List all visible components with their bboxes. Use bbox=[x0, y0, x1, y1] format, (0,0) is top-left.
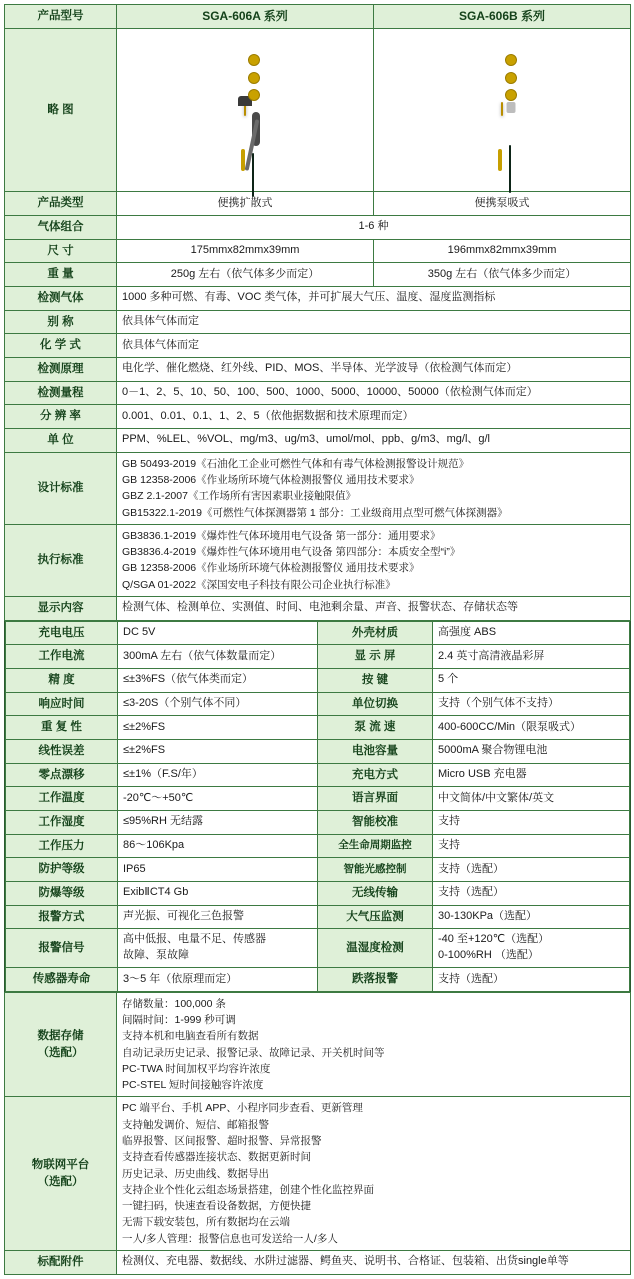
row-label-pump-flow: 泵 流 速 bbox=[318, 716, 433, 740]
shell-material-value: 高强度 ABS bbox=[433, 621, 630, 645]
smart-calibration-value: 支持 bbox=[433, 810, 630, 834]
product-type-a: 便携扩散式 bbox=[117, 192, 374, 216]
row-label-sensor-life: 传感器寿命 bbox=[6, 968, 118, 992]
iot-line: 支持企业个性化云组态场景搭建，创建个性化监控界面 bbox=[122, 1183, 374, 1196]
lifecycle-monitoring-value: 支持 bbox=[433, 834, 630, 858]
buttons-value: 5 个 bbox=[433, 668, 630, 692]
table-row bbox=[6, 929, 630, 968]
exec-standard-line: Q/SGA 01-2022《深国安电子科技有限公司企业执行标准》 bbox=[122, 578, 396, 591]
table-row bbox=[5, 1097, 631, 1250]
iot-line: 历史记录、历史曲线、数据导出 bbox=[122, 1167, 269, 1180]
row-label-accuracy: 精 度 bbox=[6, 668, 118, 692]
row-label-working-pressure: 工作压力 bbox=[6, 834, 118, 858]
table-row bbox=[6, 968, 630, 992]
row-label-data-storage bbox=[5, 992, 117, 1097]
iot-line: 一人/多人管理：报警信息也可发送给一人/多人 bbox=[122, 1232, 338, 1245]
data-storage-line: 间隔时间：1-999 秒可调 bbox=[122, 1014, 236, 1027]
table-row bbox=[6, 645, 630, 669]
design-standard-line: GB 50493-2019《石油化工企业可燃性气体和有毒气体检测报警设计规范》 bbox=[122, 457, 470, 470]
row-label-explosion-grade: 防爆等级 bbox=[6, 881, 118, 905]
iot-line: 一键扫码，快速查看设备数据，方便快捷 bbox=[122, 1200, 311, 1213]
accuracy-value: ≤±3%FS（依气体类而定） bbox=[118, 668, 318, 692]
pressure-monitor-value: 30-130KPa（选配） bbox=[433, 905, 630, 929]
row-label-charge-voltage: 充电电压 bbox=[6, 621, 118, 645]
row-label-unit-switch: 单位切换 bbox=[318, 692, 433, 716]
unit-switch-value: 支持（个别气体不支持） bbox=[433, 692, 630, 716]
table-row bbox=[5, 310, 631, 334]
table-row bbox=[5, 216, 631, 240]
gas-combination-value: 1-6 种 bbox=[117, 216, 631, 240]
row-label-language: 语言界面 bbox=[318, 787, 433, 811]
row-label-resolution: 分 辨 率 bbox=[5, 405, 117, 429]
explosion-grade-value: ExibⅡCT4 Gb bbox=[118, 881, 318, 905]
alarm-method-value: 声光振、可视化三色报警 bbox=[118, 905, 318, 929]
exec-standard-line: GB3836.4-2019《爆炸性气体环境用电气设备 第四部分：本质安全型“i”》 bbox=[122, 546, 461, 559]
alarm-signal-line: 故障、泵故障 bbox=[123, 949, 189, 962]
table-row bbox=[5, 596, 631, 620]
row-label-wireless: 无线传输 bbox=[318, 881, 433, 905]
working-humidity-value: ≤95%RH 无结露 bbox=[118, 810, 318, 834]
data-storage-line: 存储数量：100,000 条 bbox=[122, 997, 226, 1010]
weight-a: 250g 左右（依气体多少而定） bbox=[117, 263, 374, 287]
data-storage-line: PC-STEL 短时间接触容许浓度 bbox=[122, 1079, 264, 1092]
row-label-protection-grade: 防护等级 bbox=[6, 858, 118, 882]
light-sensing-value: 支持（选配） bbox=[433, 858, 630, 882]
diagram-cell-a bbox=[117, 29, 374, 192]
data-storage-label-line1: 数据存储 bbox=[37, 1029, 84, 1042]
row-label-lifecycle-monitoring: 全生命周期监控 bbox=[318, 834, 433, 858]
portable-pump-suction-detector-icon bbox=[501, 102, 503, 118]
product-spec-table bbox=[4, 4, 631, 1275]
table-row bbox=[6, 834, 630, 858]
iot-label-line2: （选配） bbox=[37, 1175, 84, 1188]
table-row bbox=[5, 334, 631, 358]
row-label-display-screen: 显 示 屏 bbox=[318, 645, 433, 669]
charge-method-value: Micro USB 充电器 bbox=[433, 763, 630, 787]
row-label-formula: 化 学 式 bbox=[5, 334, 117, 358]
table-row bbox=[5, 5, 631, 29]
temp-humidity-value bbox=[433, 929, 630, 968]
battery-capacity-value: 5000mA 聚合物锂电池 bbox=[433, 739, 630, 763]
row-label-design-standard: 设计标准 bbox=[5, 452, 117, 524]
table-row bbox=[6, 787, 630, 811]
detect-gas-value: 1000 多种可燃、有毒、VOC 类气体，并可扩展大气压、温度、湿度监测指标 bbox=[117, 287, 631, 311]
row-label-display-content: 显示内容 bbox=[5, 596, 117, 620]
row-label-charge-method: 充电方式 bbox=[318, 763, 433, 787]
row-label-response-time: 响应时间 bbox=[6, 692, 118, 716]
row-label-shell-material: 外壳材质 bbox=[318, 621, 433, 645]
row-label-principle: 检测原理 bbox=[5, 358, 117, 382]
weight-b: 350g 左右（依气体多少而定） bbox=[374, 263, 631, 287]
display-screen-value: 2.4 英寸高清液晶彩屏 bbox=[433, 645, 630, 669]
unit-value: PPM、%LEL、%VOL、mg/m3、ug/m3、umol/mol、ppb、g/m3、mg/l、g/l bbox=[117, 429, 631, 453]
working-temperature-value: -20℃～+50℃ bbox=[118, 787, 318, 811]
diagram-label: 略 图 bbox=[5, 29, 117, 192]
design-standard-line: GB15322.1-2019《可燃性气体探测器第 1 部分：工业级商用点型可燃气体探测器》 bbox=[122, 506, 508, 519]
table-row bbox=[6, 621, 630, 645]
table-row bbox=[5, 287, 631, 311]
iot-platform-value bbox=[117, 1097, 631, 1250]
table-row bbox=[6, 692, 630, 716]
portable-diffusion-detector-icon bbox=[244, 102, 246, 118]
table-row bbox=[6, 810, 630, 834]
row-label-iot-platform bbox=[5, 1097, 117, 1250]
table-row bbox=[5, 29, 631, 192]
table-row bbox=[6, 905, 630, 929]
table-row bbox=[5, 992, 631, 1097]
formula-value: 依具体气体而定 bbox=[117, 334, 631, 358]
data-storage-value bbox=[117, 992, 631, 1097]
protection-grade-value: IP65 bbox=[118, 858, 318, 882]
table-row bbox=[5, 358, 631, 382]
row-label-range: 检测量程 bbox=[5, 381, 117, 405]
table-row bbox=[6, 668, 630, 692]
row-label-linearity-error: 线性误差 bbox=[6, 739, 118, 763]
row-label-smart-calibration: 智能校准 bbox=[318, 810, 433, 834]
row-label-buttons: 按 键 bbox=[318, 668, 433, 692]
working-current-value: 300mA 左右（依气体数量而定） bbox=[118, 645, 318, 669]
charge-voltage-value: DC 5V bbox=[118, 621, 318, 645]
table-row bbox=[6, 858, 630, 882]
size-a: 175mmx82mmx39mm bbox=[117, 239, 374, 263]
size-b: 196mmx82mmx39mm bbox=[374, 239, 631, 263]
row-label-working-temperature: 工作温度 bbox=[6, 787, 118, 811]
exec-standard-value bbox=[117, 524, 631, 596]
exec-standard-line: GB3836.1-2019《爆炸性气体环境用电气设备 第一部分：通用要求》 bbox=[122, 529, 441, 542]
temp-humidity-line: 0-100%RH （选配） bbox=[438, 949, 539, 962]
table-row bbox=[5, 1250, 631, 1274]
display-content-value: 检测气体、检测单位、实测值、时间、电池剩余量、声音、报警状态、存储状态等 bbox=[117, 596, 631, 620]
iot-label-line1: 物联网平台 bbox=[31, 1158, 90, 1171]
row-label-unit: 单 位 bbox=[5, 429, 117, 453]
table-row bbox=[6, 763, 630, 787]
iot-line: PC 端平台、手机 APP、小程序同步查看、更新管理 bbox=[122, 1102, 363, 1115]
alarm-signal-value bbox=[118, 929, 318, 968]
row-label-pressure-monitor: 大气压监测 bbox=[318, 905, 433, 929]
row-label-gas-combination: 气体组合 bbox=[5, 216, 117, 240]
zero-drift-value: ≤±1%（F.S/年） bbox=[118, 763, 318, 787]
table-row bbox=[6, 739, 630, 763]
table-row bbox=[5, 524, 631, 596]
iot-line: 支持查看传感器连接状态、数据更新时间 bbox=[122, 1151, 311, 1164]
row-label-exec-standard: 执行标准 bbox=[5, 524, 117, 596]
data-storage-line: 支持本机和电脑查看所有数据 bbox=[122, 1030, 259, 1043]
data-storage-line: 自动记录历史记录、报警记录、故障记录、开关机时间等 bbox=[122, 1046, 385, 1059]
row-label-weight: 重 量 bbox=[5, 263, 117, 287]
row-label-alias: 别 称 bbox=[5, 310, 117, 334]
linearity-error-value: ≤±2%FS bbox=[118, 739, 318, 763]
row-label-alarm-method: 报警方式 bbox=[6, 905, 118, 929]
language-value: 中文简体/中文繁体/英文 bbox=[433, 787, 630, 811]
table-row bbox=[5, 192, 631, 216]
row-label-working-current: 工作电流 bbox=[6, 645, 118, 669]
row-label-working-humidity: 工作湿度 bbox=[6, 810, 118, 834]
table-row bbox=[5, 429, 631, 453]
data-storage-line: PC-TWA 时间加权平均容许浓度 bbox=[122, 1062, 271, 1075]
row-label-drop-alarm: 跌落报警 bbox=[318, 968, 433, 992]
row-label-detect-gas: 检测气体 bbox=[5, 287, 117, 311]
repeatability-value: ≤±2%FS bbox=[118, 716, 318, 740]
table-row bbox=[5, 452, 631, 524]
response-time-value: ≤3-20S（个别气体不同） bbox=[118, 692, 318, 716]
row-label-repeatability: 重 复 性 bbox=[6, 716, 118, 740]
row-label-temp-humidity: 温湿度检测 bbox=[318, 929, 433, 968]
row-label-zero-drift: 零点漂移 bbox=[6, 763, 118, 787]
accessories-value: 检测仪、充电器、数据线、水阱过滤器、鳄鱼夹、说明书、合格证、包装箱、出货single单等 bbox=[117, 1250, 631, 1274]
data-storage-label-line2: （选配） bbox=[37, 1046, 84, 1059]
row-label-alarm-signal: 报警信号 bbox=[6, 929, 118, 968]
model-label: 产品型号 bbox=[5, 5, 117, 29]
series-a-header: SGA-606A 系列 bbox=[117, 5, 374, 29]
row-label-accessories: 标配附件 bbox=[5, 1250, 117, 1274]
resolution-value: 0.001、0.01、0.1、1、2、5（依他据数据和技术原理而定） bbox=[117, 405, 631, 429]
table-row bbox=[5, 405, 631, 429]
temp-humidity-line: -40 至+120℃（选配） bbox=[438, 933, 550, 946]
row-label-size: 尺 寸 bbox=[5, 239, 117, 263]
principle-value: 电化学、催化燃烧、红外线、PID、MOS、半导体、光学波导（依检测气体而定） bbox=[117, 358, 631, 382]
pump-flow-value: 400-600CC/Min（限泵吸式） bbox=[433, 716, 630, 740]
table-row bbox=[5, 381, 631, 405]
wireless-value: 支持（选配） bbox=[433, 881, 630, 905]
design-standard-line: GB 12358-2006《作业场所环境气体检测报警仪 通用技术要求》 bbox=[122, 474, 420, 487]
drop-alarm-value: 支持（选配） bbox=[433, 968, 630, 992]
iot-line: 支持触发调价、短信、邮箱报警 bbox=[122, 1118, 269, 1131]
exec-standard-line: GB 12358-2006《作业场所环境气体检测报警仪 通用技术要求》 bbox=[122, 562, 420, 575]
table-row bbox=[6, 716, 630, 740]
table-row bbox=[5, 620, 631, 992]
table-row bbox=[5, 239, 631, 263]
design-standard-line: GBZ 2.1-2007《工作场所有害因素职业接触限值》 bbox=[122, 490, 356, 503]
design-standard-value bbox=[117, 452, 631, 524]
paired-spec-table bbox=[5, 621, 630, 992]
range-value: 0－1、2、5、10、50、100、500、1000、5000、10000、50000（依检测气体而定） bbox=[117, 381, 631, 405]
row-label-light-sensing: 智能光感控制 bbox=[318, 858, 433, 882]
alarm-signal-line: 高中低报、电量不足、传感器 bbox=[123, 933, 266, 946]
table-row bbox=[6, 881, 630, 905]
row-label-battery-capacity: 电池容量 bbox=[318, 739, 433, 763]
product-type-b: 便携泵吸式 bbox=[374, 192, 631, 216]
diagram-cell-b bbox=[374, 29, 631, 192]
table-row bbox=[5, 263, 631, 287]
iot-line: 临界报警、区间报警、超时报警、异常报警 bbox=[122, 1134, 322, 1147]
iot-line: 无需下载安装包，所有数据均在云端 bbox=[122, 1216, 290, 1229]
series-b-header: SGA-606B 系列 bbox=[374, 5, 631, 29]
working-pressure-value: 86～106Kpa bbox=[118, 834, 318, 858]
row-label-product-type: 产品类型 bbox=[5, 192, 117, 216]
sensor-life-value: 3～5 年（依原理而定） bbox=[118, 968, 318, 992]
alias-value: 依具体气体而定 bbox=[117, 310, 631, 334]
